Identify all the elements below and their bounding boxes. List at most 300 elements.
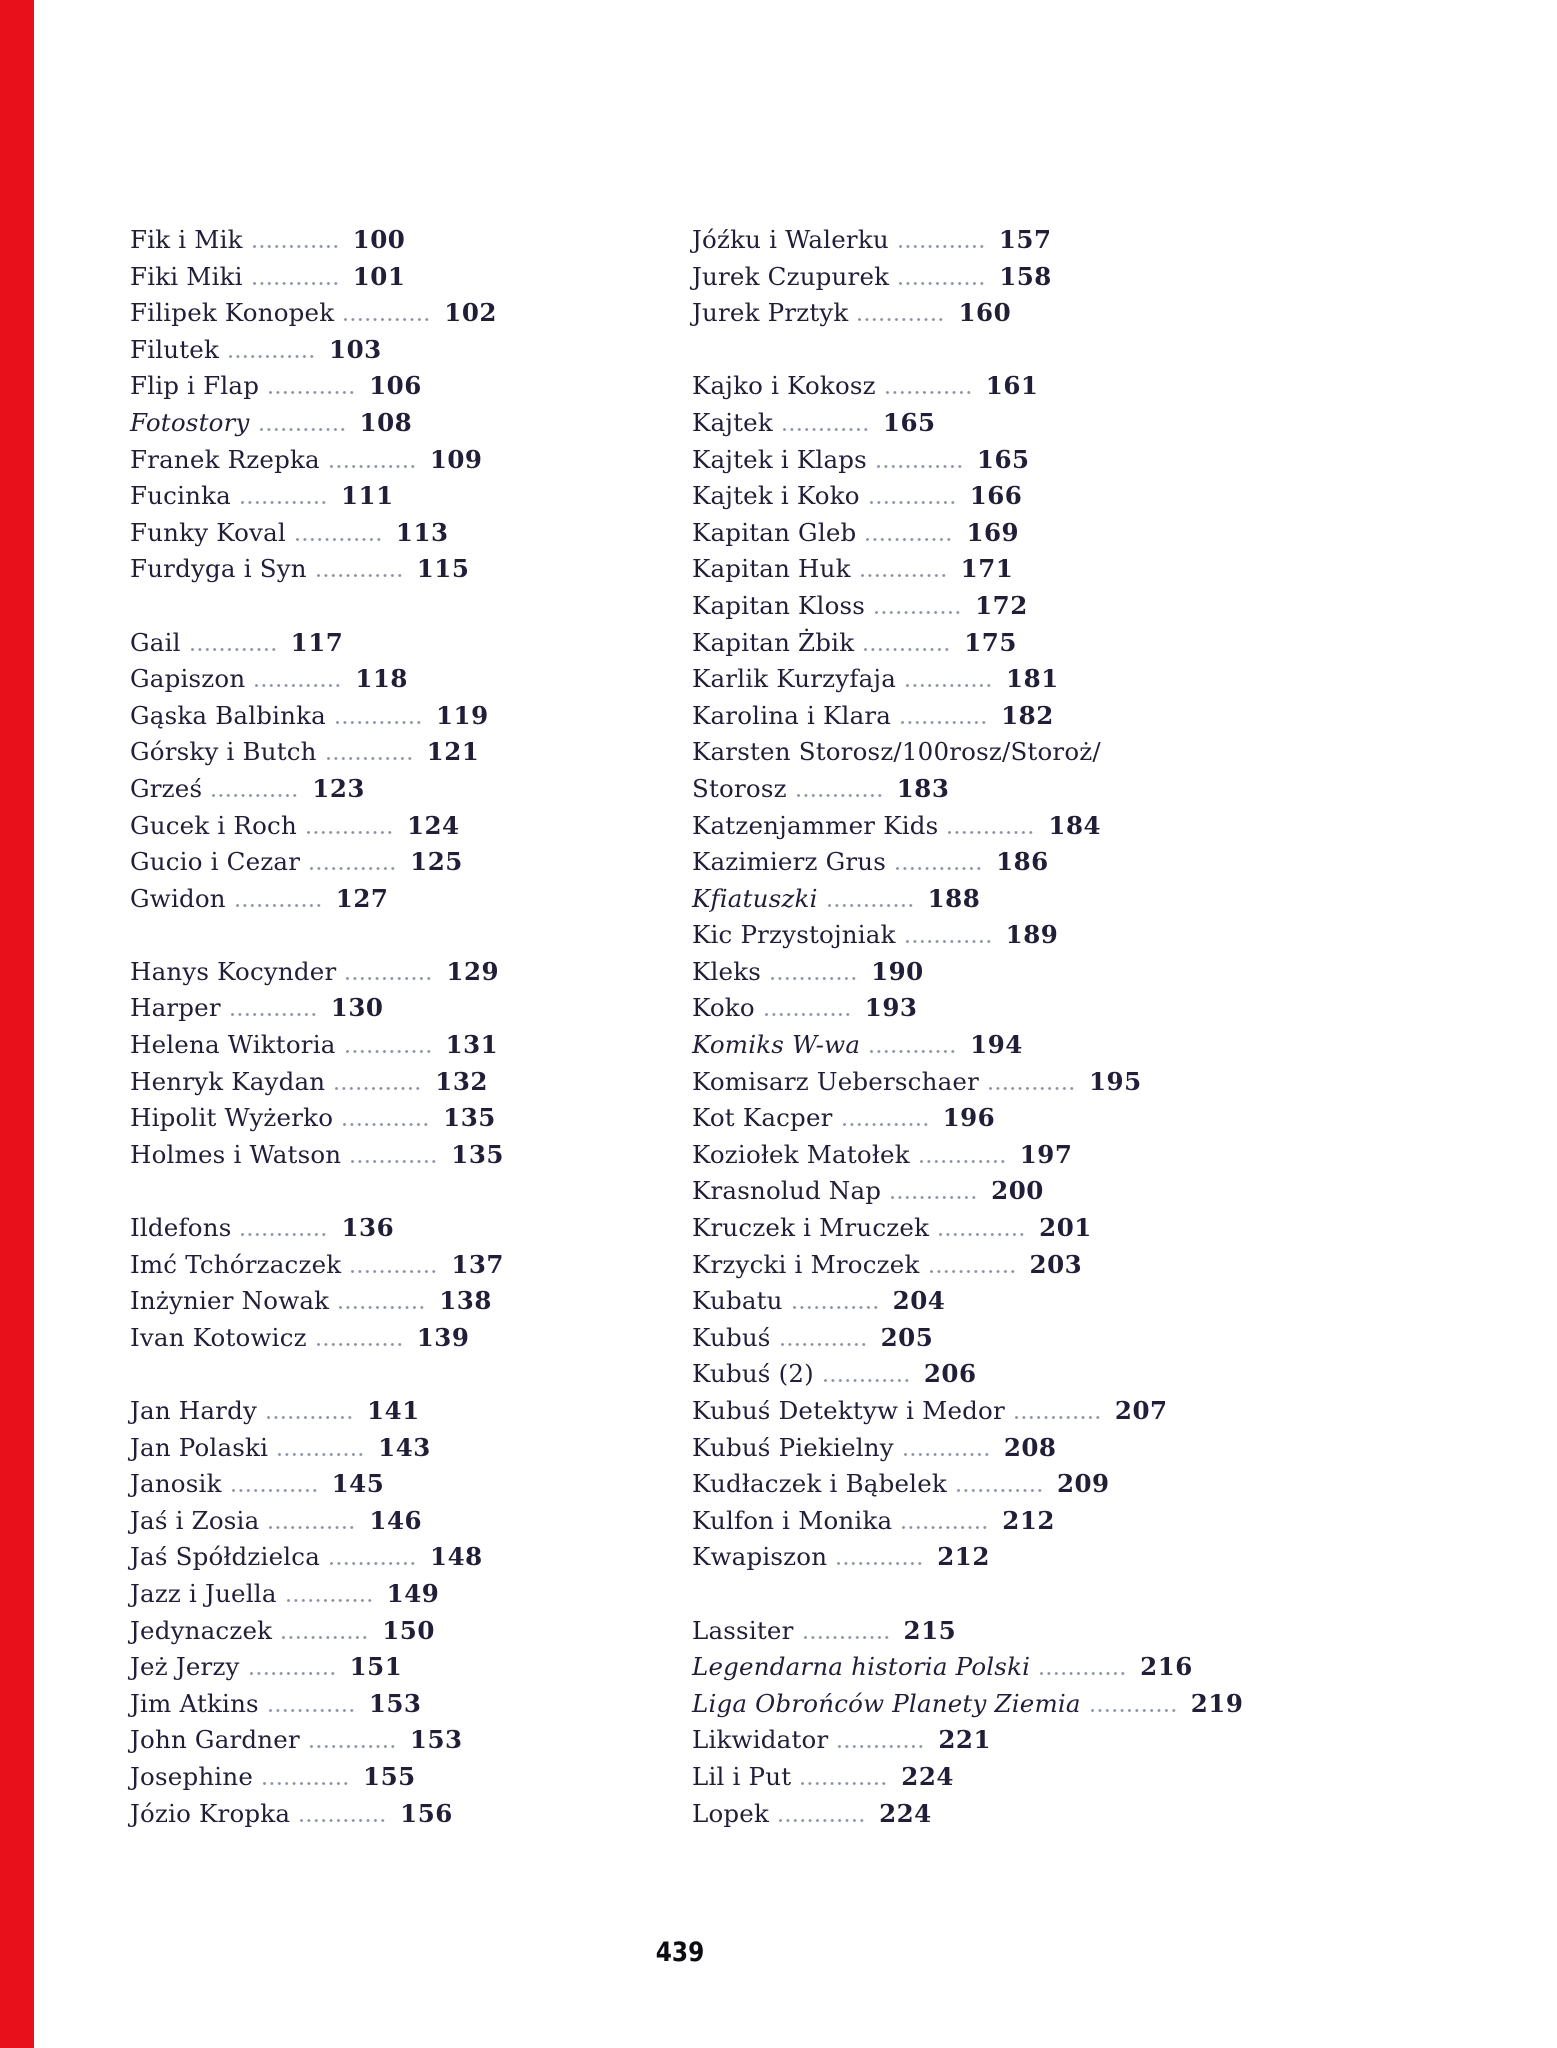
dot-leader xyxy=(351,1270,439,1273)
entry-page: 215 xyxy=(903,1615,957,1645)
toc-entry xyxy=(692,1320,1332,1357)
entry-title: Jaś Spółdzielca xyxy=(130,1542,321,1572)
entry-page: 125 xyxy=(410,847,463,877)
toc-entry xyxy=(692,1173,1332,1210)
toc-entry xyxy=(130,368,682,405)
dot-leader xyxy=(1040,1672,1128,1675)
dot-leader xyxy=(870,501,958,504)
dot-leader xyxy=(783,428,871,431)
dot-leader xyxy=(310,1745,398,1748)
entry-title: Jurek Prztyk xyxy=(692,298,849,328)
dot-leader xyxy=(317,574,405,577)
entry-page: 200 xyxy=(991,1176,1044,1206)
toc-entry xyxy=(692,551,1332,588)
toc-entry xyxy=(692,1686,1332,1723)
entry-title: Helena Wiktoria xyxy=(130,1030,336,1060)
toc-entry xyxy=(692,1064,1332,1101)
toc-column-right xyxy=(692,222,1332,1832)
toc-entry xyxy=(692,1430,1332,1467)
entry-page: 175 xyxy=(964,627,1017,657)
entry-page: 115 xyxy=(416,554,470,584)
toc-entry xyxy=(692,1503,1332,1540)
entry-title: Kubuś xyxy=(692,1322,771,1352)
entry-page: 186 xyxy=(996,847,1049,877)
entry-title: Franek Rzepka xyxy=(130,444,320,474)
entry-title: Gucio i Cezar xyxy=(130,847,301,877)
dot-leader xyxy=(346,977,434,980)
entry-page: 193 xyxy=(864,993,918,1023)
entry-title: Jurek Czupurek xyxy=(692,261,890,291)
dot-leader xyxy=(330,465,418,468)
entry-page: 157 xyxy=(998,225,1052,254)
dot-leader xyxy=(891,1196,979,1199)
dot-leader xyxy=(241,1233,329,1236)
toc-entry xyxy=(130,1796,682,1833)
dot-leader xyxy=(351,1160,439,1163)
toc-entry xyxy=(130,295,682,332)
entry-page: 143 xyxy=(378,1432,431,1462)
entry-title: Kfiatuszki xyxy=(692,883,818,913)
entry-page: 172 xyxy=(975,590,1028,620)
entry-title: Harper xyxy=(130,993,221,1023)
entry-title: Kruczek i Mruczek xyxy=(692,1213,930,1243)
toc-entry xyxy=(692,1247,1332,1284)
toc-entry xyxy=(130,1503,682,1540)
dot-leader xyxy=(861,574,949,577)
toc-entry xyxy=(692,1210,1332,1247)
entry-page: 188 xyxy=(927,883,981,913)
dot-leader xyxy=(267,1416,355,1419)
toc-entry xyxy=(692,734,1332,771)
entry-page: 205 xyxy=(880,1322,934,1352)
dot-leader xyxy=(339,1306,427,1309)
toc-entry xyxy=(130,771,682,808)
toc-entry xyxy=(692,405,1332,442)
entry-page: 148 xyxy=(430,1542,483,1572)
entry-page: 209 xyxy=(1056,1469,1110,1499)
entry-title: Kapitan Huk xyxy=(692,554,851,584)
dot-leader xyxy=(866,538,954,541)
entry-title: Kazimierz Grus xyxy=(692,847,887,877)
entry-page: 138 xyxy=(439,1286,492,1316)
entry-page: 102 xyxy=(444,298,497,328)
dot-leader xyxy=(858,318,946,321)
dot-leader xyxy=(330,1562,418,1565)
entry-title: Kubuś Detektyw i Medor xyxy=(692,1396,1005,1425)
dot-leader xyxy=(886,391,974,394)
dot-leader xyxy=(824,1379,912,1382)
dot-leader xyxy=(344,318,432,321)
entry-page: 118 xyxy=(355,664,408,694)
toc-entry xyxy=(692,990,1332,1027)
dot-leader xyxy=(269,1709,357,1712)
dot-leader xyxy=(296,538,384,541)
toc-entry xyxy=(130,881,682,918)
entry-title: Legendarna historia Polski xyxy=(692,1652,1031,1682)
entry-title: Józio Kropka xyxy=(130,1798,291,1828)
toc-entry xyxy=(692,222,1332,259)
entry-title: Gąska Balbinka xyxy=(130,700,326,730)
entry-page: 212 xyxy=(1002,1505,1055,1535)
entry-title: Kot Kacper xyxy=(692,1103,833,1133)
entry-title: Lil i Put xyxy=(692,1761,792,1791)
entry-title: Josephine xyxy=(130,1761,254,1791)
entry-page: 119 xyxy=(436,700,489,730)
entry-page: 155 xyxy=(363,1761,416,1791)
entry-title: Flip i Flap xyxy=(130,371,260,401)
entry-page: 182 xyxy=(1001,700,1054,730)
entry-page: 137 xyxy=(451,1249,504,1279)
entry-title: Kubuś Piekielny xyxy=(692,1432,894,1462)
dot-leader xyxy=(870,1050,958,1053)
entry-page: 184 xyxy=(1048,810,1102,840)
entry-title: Gapiszon xyxy=(130,664,246,694)
dot-leader xyxy=(255,684,343,687)
entry-title: Kapitan Gleb xyxy=(692,517,857,547)
dot-leader xyxy=(191,648,279,651)
toc-entry xyxy=(130,1539,682,1576)
entry-title: Jeż Jerzy xyxy=(130,1652,240,1682)
entry-title: Karlik Kurzyfaja xyxy=(692,664,897,694)
entry-page: 216 xyxy=(1140,1652,1193,1682)
dot-leader xyxy=(307,831,395,834)
entry-title: Górsky i Butch xyxy=(130,737,317,767)
entry-title: Kulfon i Monika xyxy=(692,1505,893,1535)
toc-entry xyxy=(692,661,1332,698)
dot-leader xyxy=(212,794,300,797)
toc-entry xyxy=(692,368,1332,405)
toc-entry xyxy=(130,1466,682,1503)
dot-leader xyxy=(779,1819,867,1822)
entry-title: Fotostory xyxy=(130,407,250,437)
entry-page: 165 xyxy=(882,407,936,437)
entry-title: Fiki Miki xyxy=(130,261,243,291)
dot-leader xyxy=(263,1782,351,1785)
entry-page: 103 xyxy=(329,334,382,364)
entry-title: Lassiter xyxy=(692,1615,794,1645)
toc-entry xyxy=(692,1539,1332,1576)
toc-entry xyxy=(692,881,1332,918)
dot-leader xyxy=(765,1013,853,1016)
toc-entry xyxy=(130,1613,682,1650)
entry-title: Kleks xyxy=(692,956,762,986)
dot-leader xyxy=(287,1599,375,1602)
toc-entry xyxy=(692,1356,1332,1393)
dot-leader xyxy=(282,1636,370,1639)
entry-title: Liga Obrońców Planety Ziemia xyxy=(692,1688,1081,1718)
toc-entry xyxy=(130,551,682,588)
entry-page: 161 xyxy=(985,371,1039,401)
toc-entry xyxy=(692,1796,1332,1833)
toc-entry xyxy=(130,1759,682,1796)
toc-entry xyxy=(130,222,682,259)
dot-leader xyxy=(804,1636,892,1639)
dot-leader xyxy=(781,1343,869,1346)
entry-page: 131 xyxy=(445,1030,499,1060)
entry-title: Gucek i Roch xyxy=(130,810,297,840)
entry-page: 219 xyxy=(1190,1688,1244,1718)
toc-group xyxy=(130,625,682,918)
toc-entry xyxy=(692,625,1332,662)
toc-entry xyxy=(130,1722,682,1759)
toc-entry xyxy=(692,1283,1332,1320)
dot-leader xyxy=(232,1489,320,1492)
dot-leader xyxy=(300,1819,388,1822)
entry-title: Kubuś (2) xyxy=(692,1359,814,1389)
entry-page: 135 xyxy=(451,1139,504,1169)
entry-page: 196 xyxy=(942,1103,996,1133)
toc-group xyxy=(130,222,682,588)
entry-title: Kapitan Żbik xyxy=(692,627,855,657)
toc-entry xyxy=(130,1430,682,1467)
dot-leader xyxy=(837,1562,925,1565)
entry-page: 171 xyxy=(960,554,1014,584)
entry-page: 106 xyxy=(369,371,422,401)
dot-leader xyxy=(327,757,415,760)
entry-title: Gwidon xyxy=(130,883,226,913)
toc-entry xyxy=(130,1027,682,1064)
toc-entry xyxy=(130,661,682,698)
entry-title: Jan Hardy xyxy=(130,1396,258,1425)
dot-leader xyxy=(957,1489,1045,1492)
dot-leader xyxy=(828,904,916,907)
dot-leader xyxy=(801,1782,889,1785)
toc-entry xyxy=(692,808,1332,845)
toc-group xyxy=(692,222,1332,332)
entry-title: Holmes i Watson xyxy=(130,1139,342,1169)
toc-group xyxy=(130,1210,682,1356)
toc-group xyxy=(692,1613,1332,1833)
entry-title: Furdyga i Syn xyxy=(130,554,307,584)
toc-entry xyxy=(130,1393,682,1430)
entry-page: 181 xyxy=(1006,664,1059,694)
entry-page: 113 xyxy=(395,517,449,547)
dot-leader xyxy=(896,867,984,870)
toc-entry xyxy=(692,771,1332,808)
dot-leader xyxy=(904,1453,992,1456)
entry-title: Imć Tchórzaczek xyxy=(130,1249,342,1279)
dot-leader xyxy=(269,391,357,394)
dot-leader xyxy=(989,1087,1077,1090)
entry-page: 153 xyxy=(368,1688,422,1718)
dot-leader xyxy=(920,1160,1008,1163)
dot-leader xyxy=(877,465,965,468)
entry-title: Kudłaczek i Bąbelek xyxy=(692,1469,947,1499)
toc-entry xyxy=(692,1137,1332,1174)
entry-page: 129 xyxy=(446,956,500,986)
entry-page: 165 xyxy=(976,444,1030,474)
toc-entry xyxy=(692,917,1332,954)
entry-title: Koziołek Matołek xyxy=(692,1139,910,1169)
entry-title: Kajtek xyxy=(692,407,773,437)
entry-page: 221 xyxy=(938,1725,992,1755)
toc-entry xyxy=(692,1100,1332,1137)
entry-page: 208 xyxy=(1003,1432,1057,1462)
entry-title: Kubatu xyxy=(692,1286,783,1316)
entry-title: Gail xyxy=(130,627,181,657)
dot-leader xyxy=(930,1270,1018,1273)
dot-leader xyxy=(1091,1709,1179,1712)
dot-leader xyxy=(838,1745,926,1748)
entry-title: Komisarz Ueberschaer xyxy=(692,1066,979,1096)
toc-entry xyxy=(130,442,682,479)
dot-leader xyxy=(336,721,424,724)
toc-entry xyxy=(130,1320,682,1357)
entry-title: Hipolit Wyżerko xyxy=(130,1103,334,1133)
dot-leader xyxy=(864,648,952,651)
entry-page: 183 xyxy=(896,773,950,803)
entry-title: Jedynaczek xyxy=(130,1615,273,1645)
dot-leader xyxy=(335,1087,423,1090)
dot-leader xyxy=(346,1050,434,1053)
entry-page: 190 xyxy=(871,956,924,986)
entry-title: Kajko i Kokosz xyxy=(692,371,876,401)
dot-leader xyxy=(899,282,987,285)
dot-leader xyxy=(902,1526,990,1529)
dot-leader xyxy=(1015,1416,1103,1419)
toc-entry xyxy=(692,515,1332,552)
dot-leader xyxy=(278,1453,366,1456)
toc-entry xyxy=(692,478,1332,515)
entry-page: 151 xyxy=(349,1652,403,1682)
entry-title: Ildefons xyxy=(130,1213,232,1243)
page-number: 439 xyxy=(655,1937,705,1968)
entry-page: 201 xyxy=(1039,1213,1092,1243)
entry-page: 153 xyxy=(409,1725,463,1755)
entry-page: 123 xyxy=(312,773,365,803)
entry-page: 158 xyxy=(999,261,1052,291)
dot-leader xyxy=(310,867,398,870)
entry-title: Kapitan Kloss xyxy=(692,590,866,620)
dot-leader xyxy=(843,1123,931,1126)
entry-title: Filutek xyxy=(130,334,220,364)
dot-leader xyxy=(253,245,341,248)
dot-leader xyxy=(260,428,348,431)
entry-title: Kajtek i Klaps xyxy=(692,444,867,474)
entry-title: Lopek xyxy=(692,1798,770,1828)
entry-page: 121 xyxy=(426,737,480,767)
entry-page: 124 xyxy=(406,810,460,840)
toc-entry xyxy=(130,259,682,296)
entry-page: 141 xyxy=(367,1396,420,1425)
entry-title: Jim Atkins xyxy=(130,1688,259,1718)
toc-entry xyxy=(130,1210,682,1247)
entry-page: 156 xyxy=(400,1798,453,1828)
entry-title: Katzenjammer Kids xyxy=(692,810,939,840)
entry-title: Krzycki i Mroczek xyxy=(692,1249,920,1279)
entry-page: 204 xyxy=(892,1286,946,1316)
entry-title: Henryk Kaydan xyxy=(130,1066,326,1096)
dot-leader xyxy=(771,977,859,980)
entry-title: Komiks W-wa xyxy=(692,1030,861,1060)
entry-title: Jaś i Zosia xyxy=(130,1505,260,1535)
toc-entry xyxy=(130,808,682,845)
toc-group xyxy=(130,954,682,1174)
entry-title: Filipek Konopek xyxy=(130,298,335,328)
dot-leader xyxy=(901,721,989,724)
entry-title: Janosik xyxy=(130,1469,222,1499)
dot-leader xyxy=(899,245,987,248)
dot-leader xyxy=(797,794,885,797)
entry-title: Kic Przystojniak xyxy=(692,920,896,950)
toc-entry xyxy=(692,1393,1332,1430)
dot-leader xyxy=(793,1306,881,1309)
entry-title: Grześ xyxy=(130,773,203,803)
dot-leader xyxy=(236,904,324,907)
toc-entry xyxy=(130,478,682,515)
entry-page: 207 xyxy=(1114,1396,1168,1425)
dot-leader xyxy=(241,501,329,504)
entry-page: 194 xyxy=(970,1030,1023,1060)
toc-entry xyxy=(130,332,682,369)
entry-title: Jóźku i Walerku xyxy=(692,225,889,254)
entry-title: Inżynier Nowak xyxy=(130,1286,330,1316)
toc-entry xyxy=(130,734,682,771)
entry-page: 224 xyxy=(901,1761,954,1791)
entry-page: 111 xyxy=(340,481,394,511)
toc-group xyxy=(130,1393,682,1832)
entry-page: 145 xyxy=(331,1469,385,1499)
entry-page: 169 xyxy=(966,517,1020,547)
toc-entry xyxy=(692,1759,1332,1796)
entry-page: 108 xyxy=(359,407,413,437)
dot-leader xyxy=(939,1233,1027,1236)
entry-title: Koko xyxy=(692,993,755,1023)
toc-entry xyxy=(130,1283,682,1320)
entry-title: Fucinka xyxy=(130,481,231,511)
entry-page: 132 xyxy=(435,1066,488,1096)
toc-entry xyxy=(130,1686,682,1723)
toc-entry xyxy=(692,844,1332,881)
dot-leader xyxy=(253,282,341,285)
entry-page: 130 xyxy=(330,993,384,1023)
entry-title: Fik i Mik xyxy=(130,225,243,254)
toc-entry xyxy=(130,625,682,662)
entry-page: 224 xyxy=(879,1798,932,1828)
toc-entry xyxy=(692,1649,1332,1686)
toc-entry xyxy=(130,844,682,881)
dot-leader xyxy=(875,611,963,614)
toc-entry xyxy=(692,1722,1332,1759)
toc-entry xyxy=(130,1100,682,1137)
entry-page: 139 xyxy=(416,1322,470,1352)
toc-entry xyxy=(130,1576,682,1613)
toc-entry xyxy=(692,954,1332,991)
entry-title: Storosz xyxy=(692,773,787,803)
entry-title: Kajtek i Koko xyxy=(692,481,860,511)
entry-page: 127 xyxy=(335,883,389,913)
entry-title: Jan Polaski xyxy=(130,1432,269,1462)
entry-title: Kwapiszon xyxy=(692,1542,828,1572)
toc-entry xyxy=(692,259,1332,296)
book-edge-stripe xyxy=(0,0,34,2048)
toc-entry xyxy=(692,698,1332,735)
entry-page: 149 xyxy=(386,1578,440,1608)
toc-entry xyxy=(130,990,682,1027)
dot-leader xyxy=(948,831,1036,834)
entry-page: 212 xyxy=(937,1542,990,1572)
entry-page: 117 xyxy=(290,627,344,657)
toc-entry xyxy=(130,515,682,552)
entry-title: Karolina i Klara xyxy=(692,700,892,730)
entry-title: Ivan Kotowicz xyxy=(130,1322,307,1352)
toc-entry xyxy=(130,1247,682,1284)
entry-page: 109 xyxy=(429,444,483,474)
toc-entry xyxy=(130,1064,682,1101)
entry-page: 195 xyxy=(1088,1066,1142,1096)
entry-title: Karsten Storosz/100rosz/Storoż/ xyxy=(692,737,1101,767)
entry-page: 150 xyxy=(382,1615,435,1645)
